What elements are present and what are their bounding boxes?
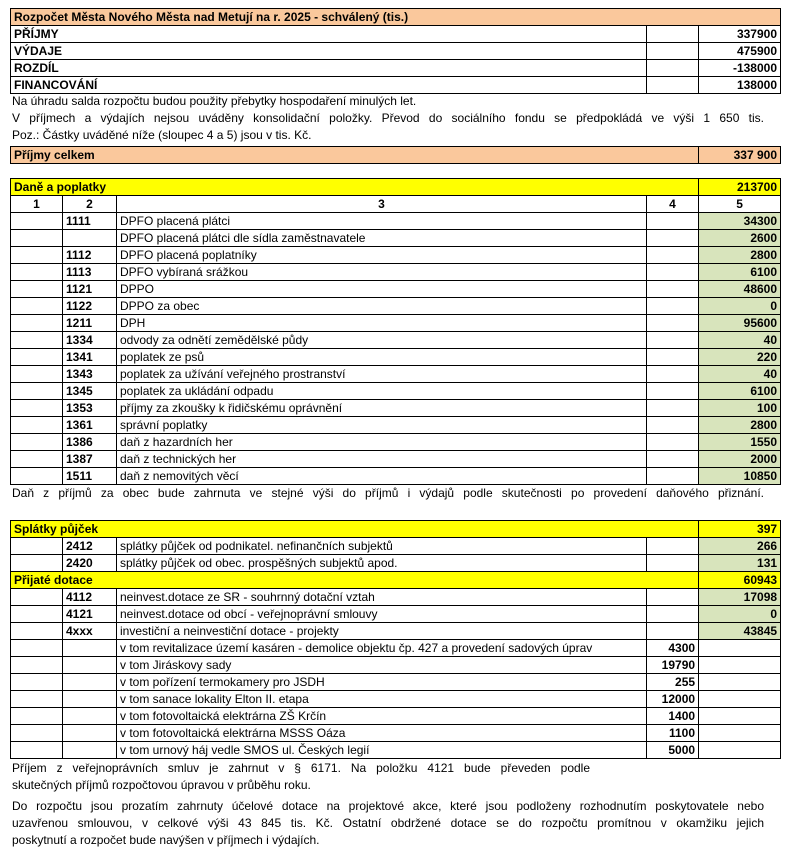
item-name: poplatek za užívání veřejného prostranství (117, 366, 647, 383)
note-vps-2: skutečných příjmů rozpočtovou úpravou v průběhu roku. (12, 778, 311, 792)
item-name: DPFO vybíraná srážkou (117, 264, 647, 281)
summary-row: ROZDÍL -138000 (11, 60, 781, 77)
project-name: v tom fotovoltaická elektrárna ZŠ Krčín (117, 708, 647, 725)
item-value: 100 (699, 400, 781, 417)
item-name: správní poplatky (117, 417, 647, 434)
summary-table (10, 8, 781, 94)
col1-cell (11, 640, 63, 657)
table-row (11, 383, 781, 400)
table-row (11, 332, 781, 349)
col4-cell (647, 349, 699, 366)
note-saldo: Na úhradu salda rozpočtu budou použity přebytky hospodaření minulých let. (12, 94, 417, 108)
project-name: v tom sanace lokality Elton II. etapa (117, 691, 647, 708)
grants-section-row (11, 572, 781, 589)
item-name: DPFO placená poplatníky (117, 247, 647, 264)
item-code: 1387 (63, 451, 117, 468)
project-amount: 1400 (647, 708, 699, 725)
table-row (11, 674, 781, 691)
taxes-section-row (11, 179, 781, 196)
item-value: 95600 (699, 315, 781, 332)
col4-cell (647, 332, 699, 349)
item-code: 4xxx (63, 623, 117, 640)
taxes-table (10, 178, 781, 485)
col1-cell (11, 417, 63, 434)
item-name: DPPO za obec (117, 298, 647, 315)
col2-cell (63, 708, 117, 725)
project-amount: 4300 (647, 640, 699, 657)
item-value: 2800 (699, 247, 781, 264)
col2-cell (63, 691, 117, 708)
col4-cell (647, 383, 699, 400)
item-name: DPFO placená plátci (117, 213, 647, 230)
table-row (11, 742, 781, 759)
col2-cell (63, 725, 117, 742)
note-projekty-2: uzavřenou smlouvou, v celkové výši 43 845 tis. Kč. Ostatní obdržené dotace se do rozpočtu promítnou v okamžiku jejich (12, 816, 764, 830)
col1-cell (11, 538, 63, 555)
col2-cell (63, 742, 117, 759)
col1-cell (11, 366, 63, 383)
item-value: 17098 (699, 589, 781, 606)
item-code: 1341 (63, 349, 117, 366)
note-projekty-1: Do rozpočtu jsou prozatím zahrnuty účelové dotace na projektové akce, které jsou podloženy rozhodnutím poskytovatele nebo (12, 799, 764, 813)
item-value: 48600 (699, 281, 781, 298)
item-code: 1361 (63, 417, 117, 434)
table-row (11, 281, 781, 298)
col4-cell (647, 417, 699, 434)
note-vps-1: Příjem z veřejnoprávních smluv je zahrnut v § 6171. Na položku 4121 bude převeden podle (12, 761, 590, 775)
col1-cell (11, 349, 63, 366)
col4-cell (647, 230, 699, 247)
item-value: 43845 (699, 623, 781, 640)
item-code: 2412 (63, 538, 117, 555)
item-value: 1550 (699, 434, 781, 451)
item-name: neinvest.dotace od obcí - veřejnoprávní smlouvy (117, 606, 647, 623)
col1-cell (11, 691, 63, 708)
item-code: 1211 (63, 315, 117, 332)
item-value: 2000 (699, 451, 781, 468)
col5-cell (699, 691, 781, 708)
item-value: 10850 (699, 468, 781, 485)
table-row (11, 434, 781, 451)
col1-cell (11, 264, 63, 281)
table-row (11, 264, 781, 281)
item-code: 1345 (63, 383, 117, 400)
col1-cell (11, 298, 63, 315)
table-row (11, 417, 781, 434)
col1-cell (11, 708, 63, 725)
loans-label: Splátky půjček (11, 521, 699, 538)
table-row (11, 366, 781, 383)
note-konsolidace: V příjmech a výdajích nejsou uváděny konsolidační položky. Převod do sociálního fondu se předpokládá ve výši 1 650 tis. (12, 111, 764, 125)
item-name: příjmy za zkoušky k řidičskému oprávnění (117, 400, 647, 417)
column-header-row: 1 2 3 4 5 (11, 196, 781, 213)
item-name: odvody za odnětí zemědělské půdy (117, 332, 647, 349)
col1-cell (11, 434, 63, 451)
grants-total: 60943 (699, 572, 781, 589)
table-row (11, 400, 781, 417)
table-row (11, 230, 781, 247)
project-amount: 19790 (647, 657, 699, 674)
col1-cell (11, 589, 63, 606)
summary-row: VÝDAJE 475900 (11, 43, 781, 60)
taxes-total: 213700 (699, 179, 781, 196)
income-total-table (10, 146, 781, 164)
col2-cell (63, 657, 117, 674)
col1-cell (11, 623, 63, 640)
item-code: 1511 (63, 468, 117, 485)
item-code: 1353 (63, 400, 117, 417)
col1-cell (11, 674, 63, 691)
item-code: 1334 (63, 332, 117, 349)
item-value: 40 (699, 332, 781, 349)
project-name: v tom urnový háj vedle SMOS ul. Českých legií (117, 742, 647, 759)
grants-label: Přijaté dotace (11, 572, 699, 589)
item-code: 4112 (63, 589, 117, 606)
item-code: 4121 (63, 606, 117, 623)
col4-cell (647, 468, 699, 485)
project-name: v tom pořízení termokamery pro JSDH (117, 674, 647, 691)
col1-cell (11, 468, 63, 485)
item-value: 6100 (699, 383, 781, 400)
col1-cell (11, 247, 63, 264)
col1-cell (11, 725, 63, 742)
item-name: poplatek za ukládání odpadu (117, 383, 647, 400)
col1-cell (11, 383, 63, 400)
project-name: v tom fotovoltaická elektrárna MSSS Oáza (117, 725, 647, 742)
income-total-row (11, 147, 781, 164)
project-name: v tom Jiráskovy sady (117, 657, 647, 674)
income-total-value: 337 900 (699, 147, 781, 164)
item-value: 266 (699, 538, 781, 555)
income-total-label: Příjmy celkem (11, 147, 699, 164)
col4-cell (647, 606, 699, 623)
col4-cell (647, 264, 699, 281)
table-row (11, 468, 781, 485)
item-value: 34300 (699, 213, 781, 230)
col1-cell (11, 606, 63, 623)
item-code: 1112 (63, 247, 117, 264)
item-code: 1121 (63, 281, 117, 298)
note-projekty-3: poskytnutí a rozpočet bude navýšen v příjmech i výdajích. (12, 833, 320, 847)
item-value: 2800 (699, 417, 781, 434)
item-code: 1113 (63, 264, 117, 281)
item-code: 1111 (63, 213, 117, 230)
item-value: 220 (699, 349, 781, 366)
note-castky: Poz.: Částky uváděné níže (sloupec 4 a 5) jsou v tis. Kč. (12, 128, 312, 142)
col4-cell (647, 434, 699, 451)
table-row (11, 538, 781, 555)
project-amount: 1100 (647, 725, 699, 742)
project-amount: 12000 (647, 691, 699, 708)
col1-cell (11, 315, 63, 332)
item-code: 1122 (63, 298, 117, 315)
item-value: 0 (699, 298, 781, 315)
table-row (11, 349, 781, 366)
col5-cell (699, 674, 781, 691)
project-amount: 5000 (647, 742, 699, 759)
item-code: 1386 (63, 434, 117, 451)
table-row (11, 451, 781, 468)
item-name: splátky půjček od obec. prospěšných subjektů apod. (117, 555, 647, 572)
col1-cell (11, 742, 63, 759)
col1-cell (11, 657, 63, 674)
col4-cell (647, 366, 699, 383)
item-name: neinvest.dotace ze SR - souhrnný dotační vztah (117, 589, 647, 606)
summary-row: FINANCOVÁNÍ 138000 (11, 77, 781, 94)
loans-grants-table (10, 520, 781, 759)
table-row (11, 555, 781, 572)
table-row (11, 640, 781, 657)
table-row (11, 315, 781, 332)
col5-cell (699, 708, 781, 725)
col4-cell (647, 400, 699, 417)
col5-cell (699, 742, 781, 759)
col4-cell (647, 451, 699, 468)
col4-cell (647, 555, 699, 572)
col5-cell (699, 725, 781, 742)
summary-row: PŘÍJMY 337900 (11, 26, 781, 43)
table-row (11, 657, 781, 674)
table-row (11, 708, 781, 725)
table-row (11, 213, 781, 230)
col4-cell (647, 589, 699, 606)
col5-cell (699, 640, 781, 657)
title-row (11, 9, 781, 26)
table-row (11, 691, 781, 708)
item-code: 1343 (63, 366, 117, 383)
item-name: daň z hazardních her (117, 434, 647, 451)
col4-cell (647, 538, 699, 555)
col4-cell (647, 281, 699, 298)
col2-cell (63, 674, 117, 691)
project-amount: 255 (647, 674, 699, 691)
item-value: 2600 (699, 230, 781, 247)
item-value: 40 (699, 366, 781, 383)
col4-cell (647, 247, 699, 264)
table-row (11, 606, 781, 623)
col1-cell (11, 281, 63, 298)
table-row (11, 247, 781, 264)
col1-cell (11, 400, 63, 417)
table-row (11, 589, 781, 606)
item-code: 2420 (63, 555, 117, 572)
col4-cell (647, 623, 699, 640)
item-name: DPFO placená plátci dle sídla zaměstnavatele (117, 230, 647, 247)
col5-cell (699, 657, 781, 674)
col4-cell (647, 298, 699, 315)
col1-cell (11, 451, 63, 468)
table-row (11, 298, 781, 315)
item-value: 131 (699, 555, 781, 572)
taxes-label: Daně a poplatky (11, 179, 699, 196)
item-value: 0 (699, 606, 781, 623)
col1-cell (11, 230, 63, 247)
item-code (63, 230, 117, 247)
project-name: v tom revitalizace území kasáren - demolice objektu čp. 427 a provedení sadových úprav (117, 640, 647, 657)
col4-cell (647, 315, 699, 332)
col2-cell (63, 640, 117, 657)
budget-title: Rozpočet Města Nového Města nad Metují na r. 2025 - schválený (tis.) (11, 9, 781, 26)
item-value: 6100 (699, 264, 781, 281)
item-name: DPPO (117, 281, 647, 298)
loans-total: 397 (699, 521, 781, 538)
col1-cell (11, 213, 63, 230)
table-row (11, 725, 781, 742)
col1-cell (11, 555, 63, 572)
note-dane: Daň z příjmů za obec bude zahrnuta ve stejné výši do příjmů i výdajů podle skutečnosti po provedení daňového přiznání. (12, 486, 764, 500)
item-name: splátky půjček od podnikatel. nefinančních subjektů (117, 538, 647, 555)
item-name: poplatek ze psů (117, 349, 647, 366)
col1-cell (11, 332, 63, 349)
item-name: DPH (117, 315, 647, 332)
table-row (11, 623, 781, 640)
col4-cell (647, 213, 699, 230)
item-name: daň z technických her (117, 451, 647, 468)
item-name: investiční a neinvestiční dotace - projekty (117, 623, 647, 640)
item-name: daň z nemovitých věcí (117, 468, 647, 485)
loans-section-row (11, 521, 781, 538)
